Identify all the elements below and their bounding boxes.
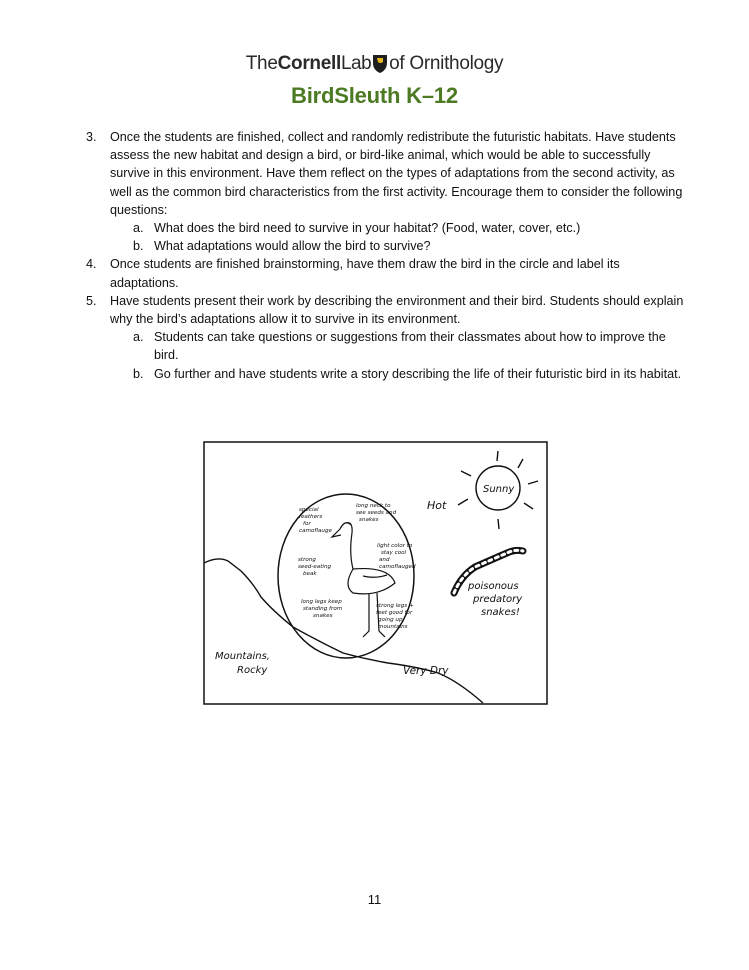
note-beak: seed-eating xyxy=(298,564,332,570)
note-neck: long neck to xyxy=(356,503,391,509)
step-number: 3. xyxy=(86,130,97,144)
substep-3b xyxy=(86,237,686,255)
logo-lab: Lab xyxy=(340,53,372,74)
snake-label-1: poisonous xyxy=(468,581,519,592)
note-color: light color to xyxy=(377,543,413,549)
page-number: 11 xyxy=(367,892,382,907)
substep-letter: b. xyxy=(133,366,144,381)
step-4 xyxy=(86,255,686,291)
mountains-label-2: Rocky xyxy=(237,665,268,676)
note-legs: standing from xyxy=(303,606,343,612)
note-feathers: camoflauge xyxy=(299,528,332,534)
substep-text: Go further and have students write a story describing the life of their futuristic bird in its habitat. xyxy=(154,366,682,381)
substep-5b xyxy=(86,365,686,383)
note-beak: beak xyxy=(303,571,317,577)
note-feathers: special xyxy=(299,507,319,513)
dry-label: Very Dry xyxy=(403,665,449,677)
birdsleuth-title: BirdSleuth K–12 xyxy=(291,83,458,108)
note-color: stay cool xyxy=(381,550,407,556)
substep-3a xyxy=(86,219,686,237)
substep-text: What adaptations would allow the bird to survive? xyxy=(154,239,431,254)
step-5 xyxy=(86,292,686,328)
note-feathers: for xyxy=(303,521,311,527)
substep-letter: b. xyxy=(133,239,144,254)
note-feet: going up xyxy=(378,617,403,623)
snake-label-3: snakes! xyxy=(481,607,520,618)
note-feet: mountains xyxy=(378,624,408,630)
substep-letter: a. xyxy=(133,221,144,236)
student-habitat-drawing xyxy=(203,441,548,705)
step-number: 5. xyxy=(86,293,97,308)
step-text: Once students are finished brainstorming, have them draw the bird in the circle and label its adaptations. xyxy=(110,257,620,290)
logo-of-ornithology: of Ornithology xyxy=(389,53,504,74)
note-neck: see seeds and xyxy=(356,510,397,516)
note-feet: strong legs + xyxy=(376,603,414,609)
note-legs: long legs keep xyxy=(301,599,342,605)
header-logo xyxy=(0,52,749,109)
note-neck: snakes xyxy=(359,517,379,523)
bird-shield-icon xyxy=(372,54,388,81)
note-color: camoflauged xyxy=(379,564,416,570)
step-3 xyxy=(86,128,686,219)
note-feet: feet good for xyxy=(376,610,413,616)
snake-label-2: predatory xyxy=(473,594,523,605)
hot-label: Hot xyxy=(427,499,447,512)
instructions xyxy=(86,128,686,383)
sun-label: Sunny xyxy=(483,484,515,495)
mountains-label-1: Mountains, xyxy=(215,651,270,662)
note-beak: strong xyxy=(298,557,316,563)
step-text: Once the students are finished, collect and randomly redistribute the futuristic habitats. Have students assess the new habitat and design a bird, or bird-like animal, which would be able to successfully survive in this environment. Have them reflect on the types of adaptations from the second activity, as well as the common bird characteristics from the first activity. Encourage them to consider the following questions: xyxy=(110,130,683,217)
logo-the: The xyxy=(245,53,278,74)
logo-cornell: Cornell xyxy=(277,53,341,74)
substep-text: What does the bird need to survive in your habitat? (Food, water, cover, etc.) xyxy=(154,221,581,236)
substep-letter: a. xyxy=(133,330,144,345)
substep-5a xyxy=(86,328,686,364)
cornell-lab-logo xyxy=(0,52,749,81)
note-legs: snakes xyxy=(313,613,333,619)
substep-text: Students can take questions or suggestions from their classmates about how to improve the bird. xyxy=(154,330,666,363)
step-text: Have students present their work by describing the environment and their bird. Students should explain why the bird’s adaptations allow it to survive in its environment. xyxy=(110,293,684,327)
step-number: 4. xyxy=(86,257,97,272)
note-color: and xyxy=(379,557,390,563)
note-feathers: feathers xyxy=(299,514,323,520)
